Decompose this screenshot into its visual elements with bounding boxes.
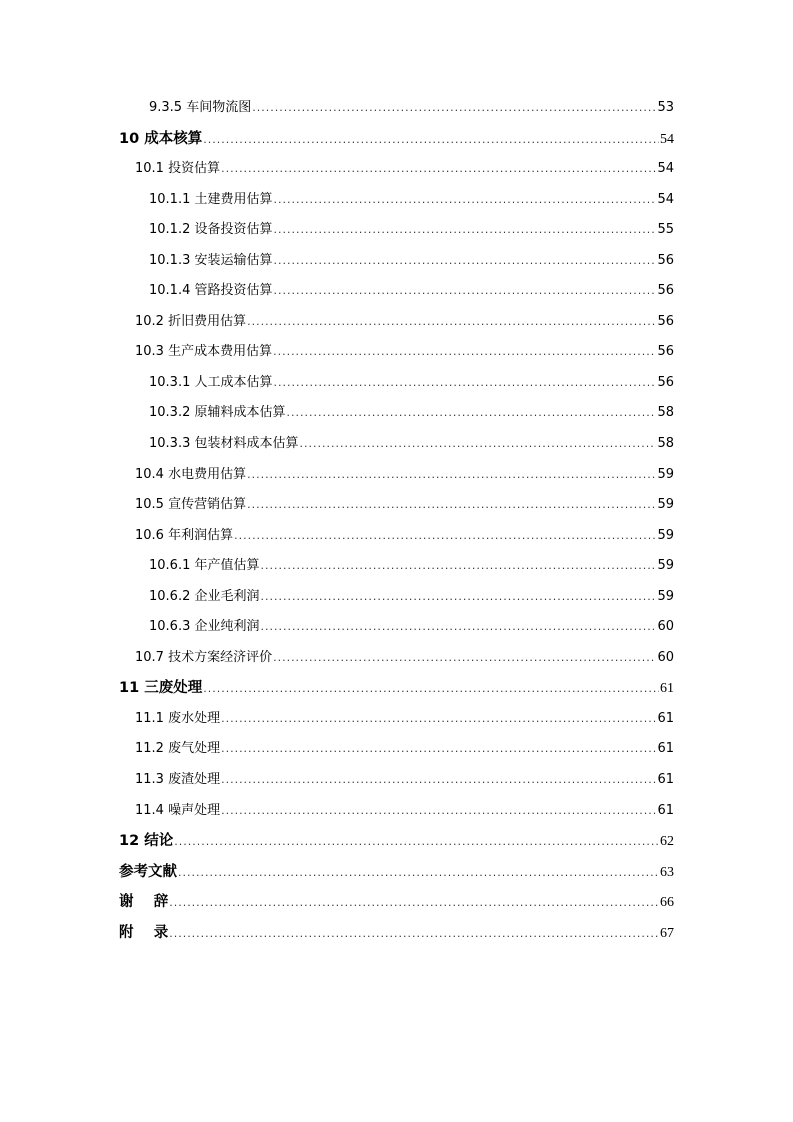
- toc-entry[interactable]: [119, 857, 674, 888]
- toc-entry[interactable]: [119, 826, 674, 857]
- toc-entry[interactable]: [119, 582, 674, 613]
- toc-entry-page: 55: [657, 222, 674, 238]
- toc-entry-page: 66: [660, 895, 674, 911]
- toc-entry[interactable]: [119, 337, 674, 368]
- toc-entry-page: 59: [657, 588, 674, 604]
- toc-leader-dots: [252, 93, 656, 124]
- toc-leader-dots: [273, 337, 656, 368]
- toc-entry-page: 62: [660, 834, 674, 850]
- toc-entry-title: 10 成本核算: [119, 130, 203, 147]
- toc-entry-title: 10.1.2 设备投资估算: [149, 222, 273, 238]
- toc-entry[interactable]: [119, 154, 674, 185]
- toc-entry[interactable]: [119, 215, 674, 246]
- toc-entry-page: 54: [660, 131, 674, 147]
- toc-entry[interactable]: [119, 796, 674, 827]
- toc-entry-page: 61: [660, 681, 674, 697]
- toc-entry-title: 12 结论: [119, 833, 174, 850]
- toc-entry-title: 10.4 水电费用估算: [135, 466, 247, 482]
- toc-entry-title: 谢 辞: [119, 894, 169, 911]
- toc-entry[interactable]: [119, 460, 674, 491]
- toc-entry-title: 10.1.4 管路投资估算: [149, 283, 273, 299]
- toc-leader-dots: [260, 582, 656, 613]
- toc-leader-dots: [273, 643, 656, 674]
- toc-entry-page: 59: [657, 466, 674, 482]
- toc-entry-title: 11.4 噪声处理: [135, 802, 221, 818]
- toc-entry-title: 10.1 投资估算: [135, 161, 221, 177]
- toc-entry[interactable]: [119, 612, 674, 643]
- toc-entry-title: 9.3.5 车间物流图: [149, 100, 252, 115]
- toc-leader-dots: [247, 307, 656, 338]
- toc-entry[interactable]: [119, 276, 674, 307]
- toc-leader-dots: [221, 796, 656, 827]
- toc-leader-dots: [286, 398, 656, 429]
- toc-entry[interactable]: [119, 429, 674, 460]
- table-of-contents: [119, 93, 674, 948]
- toc-leader-dots: [234, 521, 656, 552]
- toc-leader-dots: [273, 368, 656, 399]
- toc-entry[interactable]: [119, 368, 674, 399]
- toc-entry-page: 61: [657, 741, 674, 757]
- toc-entry[interactable]: [119, 185, 674, 216]
- toc-leader-dots: [247, 460, 656, 491]
- toc-entry[interactable]: [119, 765, 674, 796]
- toc-leader-dots: [221, 734, 656, 765]
- toc-entry-page: 63: [660, 864, 674, 880]
- toc-leader-dots: [203, 674, 659, 705]
- toc-entry-page: 56: [657, 374, 674, 390]
- toc-entry[interactable]: [119, 704, 674, 735]
- toc-leader-dots: [178, 858, 659, 889]
- toc-entry-title: 10.3.3 包装材料成本估算: [149, 436, 299, 452]
- toc-entry[interactable]: [119, 643, 674, 674]
- toc-entry-page: 60: [657, 619, 674, 635]
- toc-entry-title: 10.3.1 人工成本估算: [149, 374, 273, 390]
- toc-entry-title: 附 录: [119, 924, 169, 941]
- toc-leader-dots: [174, 827, 659, 858]
- toc-entry-title: 10.5 宣传营销估算: [135, 497, 247, 513]
- toc-entry-title: 10.6.1 年产值估算: [149, 558, 260, 574]
- toc-entry-page: 61: [657, 710, 674, 726]
- toc-entry[interactable]: [119, 887, 674, 918]
- toc-entry[interactable]: [119, 521, 674, 552]
- toc-entry-title: 10.1.3 安装运输估算: [149, 252, 273, 268]
- toc-entry[interactable]: [119, 551, 674, 582]
- toc-entry[interactable]: [119, 490, 674, 521]
- toc-leader-dots: [273, 185, 656, 216]
- toc-entry[interactable]: [119, 673, 674, 704]
- toc-entry[interactable]: [119, 93, 674, 124]
- toc-entry[interactable]: [119, 124, 674, 155]
- toc-entry-title: 10.6.3 企业纯利润: [149, 619, 260, 635]
- toc-leader-dots: [221, 765, 656, 796]
- toc-entry-title: 10.7 技术方案经济评价: [135, 649, 273, 665]
- toc-entry[interactable]: [119, 246, 674, 277]
- toc-entry-title: 10.3 生产成本费用估算: [135, 344, 273, 360]
- toc-entry[interactable]: [119, 307, 674, 338]
- toc-entry-page: 56: [657, 313, 674, 329]
- toc-leader-dots: [299, 429, 656, 460]
- toc-leader-dots: [221, 704, 656, 735]
- toc-leader-dots: [273, 215, 656, 246]
- toc-leader-dots: [260, 551, 656, 582]
- toc-entry-page: 54: [657, 191, 674, 207]
- toc-entry-title: 10.3.2 原辅料成本估算: [149, 405, 286, 421]
- toc-entry[interactable]: [119, 398, 674, 429]
- toc-leader-dots: [169, 888, 659, 919]
- toc-entry-page: 61: [657, 802, 674, 818]
- toc-entry-title: 11.3 废渣处理: [135, 772, 221, 788]
- toc-leader-dots: [273, 276, 656, 307]
- toc-leader-dots: [221, 154, 656, 185]
- toc-entry-page: 59: [657, 527, 674, 543]
- toc-entry-title: 11 三废处理: [119, 680, 203, 697]
- toc-entry-page: 56: [657, 252, 674, 268]
- toc-entry-page: 67: [660, 925, 674, 941]
- toc-entry-page: 54: [657, 161, 674, 177]
- toc-entry-page: 58: [657, 436, 674, 452]
- toc-entry-title: 10.6 年利润估算: [135, 527, 234, 543]
- toc-leader-dots: [169, 919, 659, 950]
- toc-leader-dots: [203, 125, 659, 156]
- toc-leader-dots: [247, 490, 656, 521]
- toc-entry-page: 59: [657, 497, 674, 513]
- toc-entry-title: 10.1.1 土建费用估算: [149, 191, 273, 207]
- toc-entry-page: 58: [657, 405, 674, 421]
- toc-entry-title: 11.2 废气处理: [135, 741, 221, 757]
- toc-entry-page: 56: [657, 283, 674, 299]
- toc-leader-dots: [273, 246, 656, 277]
- toc-entry[interactable]: [119, 734, 674, 765]
- toc-entry-page: 56: [657, 344, 674, 360]
- toc-entry-title: 11.1 废水处理: [135, 710, 221, 726]
- toc-leader-dots: [260, 612, 656, 643]
- toc-entry-title: 10.6.2 企业毛利润: [149, 588, 260, 604]
- toc-entry-title: 10.2 折旧费用估算: [135, 313, 247, 329]
- toc-entry-page: 60: [657, 649, 674, 665]
- toc-entry-page: 59: [657, 558, 674, 574]
- toc-entry-page: 53: [657, 100, 674, 115]
- toc-entry-page: 61: [657, 772, 674, 788]
- toc-entry[interactable]: [119, 918, 674, 949]
- toc-entry-title: 参考文献: [119, 863, 177, 880]
